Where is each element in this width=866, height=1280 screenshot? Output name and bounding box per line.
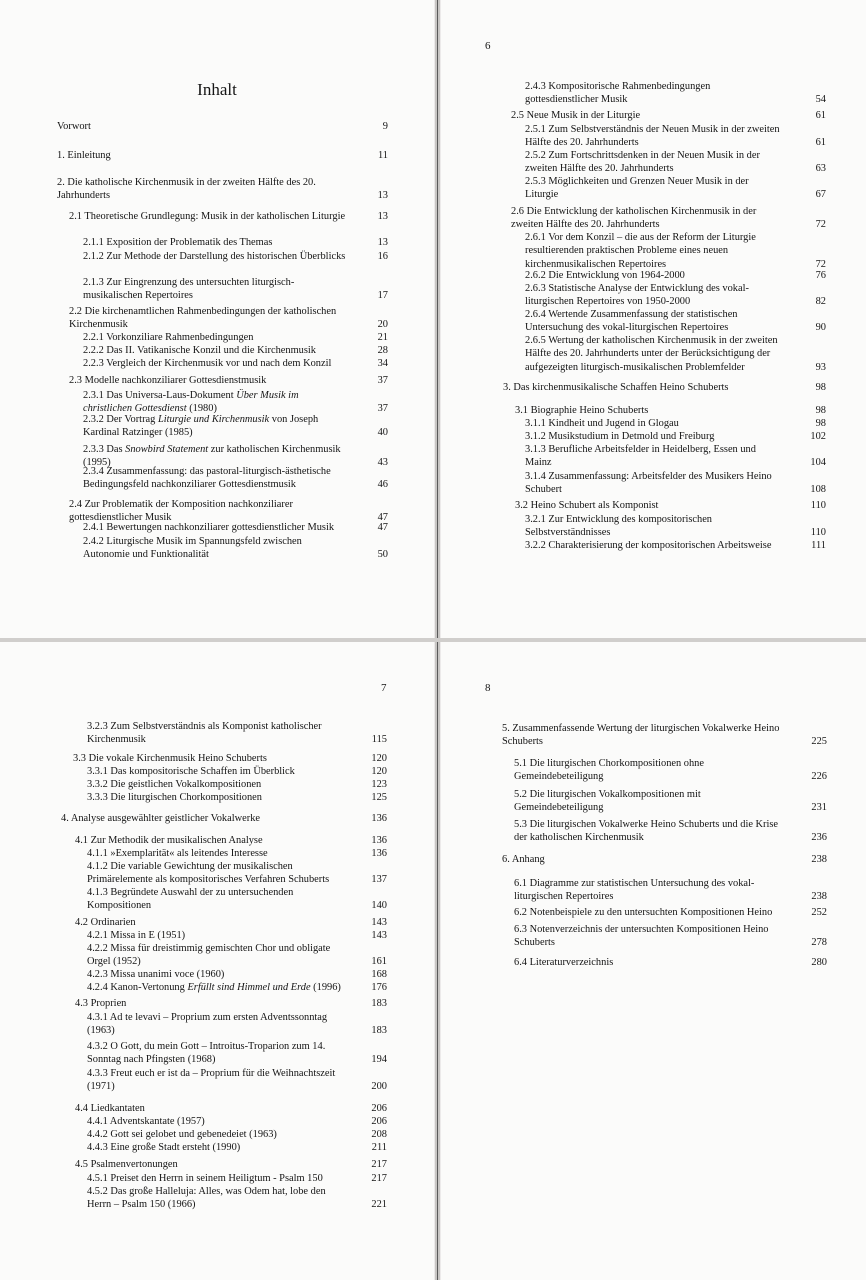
toc-entry-title: 2.3.1 Das Universa-Laus-Dokument Über Musik im christlichen Gottesdienst (1980) — [83, 390, 299, 415]
toc-entry — [525, 513, 826, 540]
toc-entry-title: 2.3.4 Zusammenfassung: das pastoral-liturgisch-ästhetische Bedingungsfeld nachkonziliarer Gottesdienstmusik — [83, 466, 331, 491]
toc-entry-page: 120 — [371, 753, 387, 764]
toc-entry — [503, 381, 826, 394]
toc-entry — [75, 834, 387, 847]
toc-entry — [83, 276, 388, 303]
toc-entry-title: 4.3.2 O Gott, du mein Gott – Introitus-Troparion zum 14. Sonntag nach Pfingsten (1968) — [87, 1041, 326, 1066]
toc-entry-title: 3.3.2 Die geistlichen Vokalkompositionen — [87, 779, 262, 790]
toc-entry-page: 225 — [811, 736, 827, 748]
toc-entry — [73, 752, 387, 765]
toc-entry-page: 231 — [811, 802, 827, 814]
toc-entry — [83, 344, 388, 357]
toc-entry-page: 104 — [810, 457, 826, 469]
toc-entry-title: 6.3 Notenverzeichnis der untersuchten Kompositionen Heino Schuberts — [514, 924, 769, 949]
toc-entry — [525, 417, 826, 430]
page-number: 7 — [381, 682, 387, 694]
toc-entry-page: 176 — [371, 982, 387, 993]
toc-entry-title: 6.2 Notenbeispiele zu den untersuchten Kompositionen Heino — [514, 907, 773, 918]
toc-entry-title: 2.6.4 Wertende Zusammenfassung der statistischen Untersuchung des vokal-liturgischen Repertoires — [525, 309, 738, 334]
toc-entry-page: 125 — [371, 792, 387, 803]
toc-entry-title: 2.4.1 Bewertungen nachkonziliarer gottesdienstlicher Musik — [83, 522, 335, 533]
toc-entry — [511, 205, 826, 232]
toc-entry-page: 20 — [377, 319, 388, 331]
toc-entry-page: 208 — [371, 1129, 387, 1140]
toc-entry — [514, 956, 827, 969]
toc-entry-page: 123 — [371, 779, 387, 790]
toc-entry-page: 43 — [377, 457, 388, 469]
toc-entry — [525, 282, 826, 309]
toc-entry-title: 3.2.1 Zur Entwicklung des kompositorischen Selbstverständnisses — [525, 514, 713, 539]
toc-entry-title: 3.2.3 Zum Selbstverständnis als Komponist katholischer Kirchenmusik — [87, 721, 322, 746]
page-5 — [0, 0, 434, 638]
toc-entry-page: 137 — [371, 874, 387, 886]
toc-entry — [87, 929, 387, 942]
toc-entry-page: 238 — [811, 891, 827, 903]
toc-entry — [83, 521, 388, 534]
toc-entry-title: 3.3.1 Das kompositorische Schaffen im Überblick — [87, 766, 295, 777]
toc-entry-title: 4. Analyse ausgewählter geistlicher Vokalwerke — [61, 813, 260, 824]
toc-entry-page: 280 — [811, 957, 827, 968]
toc-entry-page: 90 — [815, 322, 826, 334]
toc-entry-page: 108 — [810, 484, 826, 496]
toc-entry-title: 3.1.1 Kindheit und Jugend in Glogau — [525, 418, 679, 429]
toc-entry-title: 4.1.3 Begründete Auswahl der zu untersuchenden Kompositionen — [87, 887, 294, 912]
toc-entry-page: 111 — [811, 540, 826, 551]
toc-entry — [87, 1185, 387, 1212]
toc-entry-title: 2.2.2 Das II. Vatikanische Konzil und die Kirchenmusik — [83, 345, 316, 356]
toc-entry-title: 3.2 Heino Schubert als Komponist — [515, 500, 659, 511]
page-7 — [0, 642, 434, 1280]
toc-entry — [75, 1102, 387, 1115]
page-8 — [441, 642, 866, 1280]
toc-entry-page: 200 — [371, 1081, 387, 1093]
page-6 — [441, 0, 866, 638]
toc-entry-title: 5.2 Die liturgischen Vokalkompositionen mit Gemeindebeteiligung — [514, 789, 701, 814]
toc-entry-page: 183 — [371, 1025, 387, 1037]
toc-entry — [69, 210, 388, 223]
toc-entry — [83, 413, 388, 440]
toc-entry-page: 98 — [815, 418, 826, 429]
toc-entry — [87, 1141, 387, 1154]
toc-entry-page: 140 — [371, 900, 387, 912]
toc-entry — [83, 535, 388, 562]
toc-entry-title: 5.1 Die liturgischen Chorkompositionen ohne Gemeindebeteiligung — [514, 758, 704, 783]
toc-entry — [83, 357, 388, 370]
toc-entry — [83, 331, 388, 344]
toc-entry — [515, 499, 826, 512]
toc-entry — [87, 860, 387, 887]
toc-entry — [525, 539, 826, 552]
toc-entry-page: 120 — [371, 766, 387, 777]
toc-entry-page: 61 — [815, 110, 826, 121]
toc-entry-page: 115 — [371, 734, 387, 746]
toc-entry-page: 252 — [811, 907, 827, 918]
toc-entry-page: 13 — [377, 190, 388, 202]
toc-entry-page: 136 — [371, 835, 387, 846]
toc-entry-title: 5.3 Die liturgischen Vokalwerke Heino Schuberts und die Krise der katholischen Kirchenmusik — [514, 819, 779, 844]
toc-entry-page: 136 — [371, 848, 387, 859]
toc-entry-page: 217 — [371, 1159, 387, 1170]
toc-entry — [525, 175, 826, 202]
toc-entry-page: 226 — [811, 771, 827, 783]
toc-entry — [515, 404, 826, 417]
toc-entry-page: 143 — [371, 930, 387, 941]
toc-entry — [87, 765, 387, 778]
toc-entry-title: 2.6 Die Entwicklung der katholischen Kirchenmusik in der zweiten Hälfte des 20. Jahrhunderts — [511, 206, 757, 231]
toc-entry — [87, 968, 387, 981]
toc-entry-page: 21 — [377, 332, 388, 343]
toc-entry-title: 4.4.1 Adventskantate (1957) — [87, 1116, 205, 1127]
toc-entry — [511, 109, 826, 122]
toc-entry-title: 2.1.3 Zur Eingrenzung des untersuchten liturgisch-musikalischen Repertoires — [83, 277, 295, 302]
toc-entry — [87, 1115, 387, 1128]
toc-entry-title: 4.5.1 Preiset den Herrn in seinem Heiligtum - Psalm 150 — [87, 1173, 323, 1184]
toc-entry — [87, 1067, 387, 1094]
toc-entry-page: 211 — [371, 1142, 387, 1153]
toc-entry-page: 72 — [815, 219, 826, 231]
toc-entry-page: 11 — [377, 150, 388, 161]
toc-entry-title: 4.1 Zur Methodik der musikalischen Analyse — [75, 835, 263, 846]
toc-entry-title: 3.1.3 Berufliche Arbeitsfelder in Heidelberg, Essen und Mainz — [525, 444, 756, 469]
toc-entry-page: 76 — [815, 270, 826, 281]
toc-entry-page: 143 — [371, 917, 387, 928]
toc-entry-page: 82 — [815, 296, 826, 308]
toc-entry-title: 4.3 Proprien — [75, 998, 127, 1009]
toc-entry-page: 206 — [371, 1116, 387, 1127]
toc-entry — [83, 389, 388, 416]
toc-entry — [83, 250, 388, 263]
toc-entry-page: 236 — [811, 832, 827, 844]
toc-entry — [57, 149, 388, 162]
toc-entry — [502, 853, 827, 866]
toc-entry — [502, 722, 827, 749]
toc-entry — [514, 757, 827, 784]
toc-entry — [525, 269, 826, 282]
toc-entry-title: 2.4.2 Liturgische Musik im Spannungsfeld zwischen Autonomie und Funktionalität — [83, 536, 302, 561]
toc-entry-page: 63 — [815, 163, 826, 175]
toc-entry — [525, 149, 826, 176]
toc-entry-title: 4.3.1 Ad te levavi – Proprium zum ersten Adventssonntag (1963) — [87, 1012, 328, 1037]
toc-entry-title: 2.5.3 Möglichkeiten und Grenzen Neuer Musik in der Liturgie — [525, 176, 749, 201]
toc-entry-page: 34 — [377, 358, 388, 369]
toc-entry-italic-title: Liturgie und Kirchenmusik — [157, 414, 270, 425]
toc-entry — [514, 906, 827, 919]
toc-entry-page: 28 — [377, 345, 388, 356]
toc-entry-title: 3.1.4 Zusammenfassung: Arbeitsfelder des Musikers Heino Schubert — [525, 471, 772, 496]
toc-entry-title: 5. Zusammenfassende Wertung der liturgischen Vokalwerke Heino Schuberts — [502, 723, 780, 748]
toc-entry-italic-title: Erfüllt sind Himmel und Erde — [187, 982, 311, 993]
toc-entry-page: 72 — [815, 258, 826, 270]
toc-entry-title: 6. Anhang — [502, 854, 545, 865]
toc-entry-title: 2.6.1 Vor dem Konzil – die aus der Reform der Liturgie resultierenden praktischen Probleme eines neuen kirchenmusikalischen Repertoires — [525, 232, 756, 270]
toc-entry-title: 4.2 Ordinarien — [75, 917, 136, 928]
toc-entry — [87, 847, 387, 860]
toc-entry — [87, 1011, 387, 1038]
toc-entry-title: 4.3.3 Freut euch er ist da – Proprium für die Weihnachtszeit (1971) — [87, 1068, 336, 1093]
toc-entry-page: 16 — [377, 251, 388, 262]
toc-entry-title: 4.4 Liedkantaten — [75, 1103, 145, 1114]
toc-entry-title: 2.1.2 Zur Methode der Darstellung des historischen Überblicks — [83, 251, 346, 262]
toc-entry-title: 2.5.2 Zum Fortschrittsdenken in der Neuen Musik in der zweiten Hälfte des 20. Jahrhunderts — [525, 150, 760, 175]
toc-entry — [61, 812, 387, 825]
toc-entry — [87, 981, 387, 994]
toc-entry-title: 4.2.1 Missa in E (1951) — [87, 930, 186, 941]
toc-entry-page: 102 — [810, 431, 826, 442]
toc-entry-title: 4.2.3 Missa unanimi voce (1960) — [87, 969, 225, 980]
toc-entry — [525, 443, 826, 470]
toc-entry — [87, 720, 387, 747]
toc-entry-title: 4.5.2 Das große Halleluja: Alles, was Odem hat, lobe den Herrn – Psalm 150 (1966) — [87, 1186, 326, 1211]
toc-entry-title: Vorwort — [57, 121, 91, 132]
toc-entry — [69, 305, 388, 332]
toc-entry-page: 183 — [371, 998, 387, 1009]
toc-entry-page: 98 — [815, 405, 826, 416]
toc-entry-title: 3.1.2 Musikstudium in Detmold und Freiburg — [525, 431, 715, 442]
toc-entry-page: 217 — [371, 1173, 387, 1184]
toc-entry-page: 17 — [377, 290, 388, 302]
toc-entry — [75, 916, 387, 929]
toc-entry-page: 37 — [377, 403, 388, 415]
page-number: 8 — [485, 682, 491, 694]
toc-entry — [57, 120, 388, 133]
toc-entry — [87, 1128, 387, 1141]
toc-entry — [525, 80, 826, 107]
toc-entry — [69, 374, 388, 387]
toc-entry — [525, 430, 826, 443]
toc-entry-title: 2.3.2 Der Vortrag Liturgie und Kirchenmusik von Joseph Kardinal Ratzinger (1985) — [83, 414, 319, 439]
page-gutter-horizontal — [0, 638, 866, 642]
toc-entry-title: 2.6.5 Wertung der katholischen Kirchenmusik in der zweiten Hälfte des 20. Jahrhunderts unter der Berücksichtigung der aufgezeigten liturgisch-musikalischen Problemfelder — [525, 335, 778, 373]
toc-entry-title: 3.3 Die vokale Kirchenmusik Heino Schuberts — [73, 753, 267, 764]
toc-entry-title: 2.3 Modelle nachkonziliarer Gottesdienstmusik — [69, 375, 267, 386]
toc-entry-page: 110 — [810, 527, 826, 539]
toc-entry-page: 136 — [371, 813, 387, 824]
toc-entry — [83, 236, 388, 249]
toc-entry-page: 67 — [815, 189, 826, 201]
toc-entry — [514, 877, 827, 904]
toc-entry-title: 3.3.3 Die liturgischen Chorkompositionen — [87, 792, 262, 803]
toc-entry — [514, 788, 827, 815]
toc-entry-page: 206 — [371, 1103, 387, 1114]
toc-entry-page: 13 — [377, 237, 388, 248]
toc-entry-page: 37 — [377, 375, 388, 386]
toc-entry — [87, 1040, 387, 1067]
toc-entry-title: 4.1.1 »Exemplarität« als leitendes Interesse — [87, 848, 268, 859]
toc-entry-title: 2.2.3 Vergleich der Kirchenmusik vor und nach dem Konzil — [83, 358, 332, 369]
toc-entry-page: 9 — [382, 121, 388, 132]
toc-entry-title: 4.2.2 Missa für dreistimmig gemischten Chor und obligate Orgel (1952) — [87, 943, 331, 968]
toc-entry-page: 61 — [815, 137, 826, 149]
toc-entry-title: 2.4.3 Kompositorische Rahmenbedingungen gottesdienstlicher Musik — [525, 81, 711, 106]
toc-entry — [75, 997, 387, 1010]
toc-entry-page: 50 — [377, 549, 388, 561]
toc-entry-page: 194 — [371, 1054, 387, 1066]
page-title: Inhalt — [197, 80, 237, 99]
toc-entry-title: 2.6.3 Statistische Analyse der Entwicklung des vokal-liturgischen Repertoires von 1950-2000 — [525, 283, 749, 308]
toc-entry-title: 2.2.1 Vorkonziliare Rahmenbedingungen — [83, 332, 254, 343]
toc-entry-page: 278 — [811, 937, 827, 949]
toc-entry-title: 3.2.2 Charakterisierung der kompositorischen Arbeitsweise — [525, 540, 772, 551]
toc-entry-title: 4.4.2 Gott sei gelobet und gebenedeiet (1963) — [87, 1129, 277, 1140]
toc-entry — [514, 818, 827, 845]
toc-entry — [57, 176, 388, 203]
toc-entry-page: 47 — [377, 512, 388, 524]
toc-entry-page: 93 — [815, 361, 826, 373]
toc-entry — [514, 923, 827, 950]
toc-entry-page: 13 — [377, 211, 388, 222]
toc-entry — [83, 465, 388, 492]
toc-entry-page: 54 — [815, 94, 826, 106]
toc-entry-title: 2.2 Die kirchenamtlichen Rahmenbedingungen der katholischen Kirchenmusik — [69, 306, 337, 331]
toc-entry-title: 2.1.1 Exposition der Problematik des Themas — [83, 237, 273, 248]
toc-entry-page: 40 — [377, 427, 388, 439]
toc-entry — [525, 231, 826, 271]
toc-entry — [525, 470, 826, 497]
toc-entry-title: 4.1.2 Die variable Gewichtung der musikalischen Primärelemente als kompositorisches Verfahren Schuberts — [87, 861, 330, 886]
page-number: 6 — [485, 40, 491, 52]
toc-entry-title: 2.6.2 Die Entwicklung von 1964-2000 — [525, 270, 685, 281]
toc-entry-page: 98 — [815, 382, 826, 393]
toc-entry — [525, 334, 826, 374]
toc-entry — [87, 791, 387, 804]
toc-entry — [525, 308, 826, 335]
toc-entry — [525, 123, 826, 150]
toc-entry-title: 6.1 Diagramme zur statistischen Untersuchung des vokal-liturgischen Repertoires — [514, 878, 755, 903]
toc-entry-page: 238 — [811, 854, 827, 865]
toc-entry — [87, 942, 387, 969]
toc-entry-italic-title: Snowbird Statement — [125, 444, 209, 455]
toc-entry-title: 2.3.3 Das Snowbird Statement zur katholischen Kirchenmusik (1995) — [83, 444, 341, 469]
toc-entry-title: 2.5.1 Zum Selbstverständnis der Neuen Musik in der zweiten Hälfte des 20. Jahrhunderts — [525, 124, 780, 149]
toc-entry-title: 2.5 Neue Musik in der Liturgie — [511, 110, 641, 121]
toc-entry-italic-title: Über Musik im christlichen Gottesdienst — [83, 390, 299, 415]
toc-entry-page: 110 — [810, 500, 826, 511]
toc-entry-title: 4.2.4 Kanon-Vertonung Erfüllt sind Himmel und Erde (1996) — [87, 982, 341, 993]
toc-entry-page: 161 — [371, 956, 387, 968]
toc-entry-title: 4.5 Psalmenvertonungen — [75, 1159, 178, 1170]
toc-entry-title: 1. Einleitung — [57, 150, 111, 161]
toc-entry-page: 221 — [371, 1199, 387, 1211]
toc-entry-page: 47 — [377, 522, 388, 533]
toc-entry — [87, 1172, 387, 1185]
toc-entry-page: 168 — [371, 969, 387, 980]
toc-entry-title: 2. Die katholische Kirchenmusik in der zweiten Hälfte des 20. Jahrhunderts — [57, 177, 316, 202]
toc-entry-title: 4.4.3 Eine große Stadt ersteht (1990) — [87, 1142, 241, 1153]
toc-entry-title: 6.4 Literaturverzeichnis — [514, 957, 614, 968]
toc-entry — [87, 778, 387, 791]
toc-entry-title: 2.1 Theoretische Grundlegung: Musik in der katholischen Liturgie — [69, 211, 346, 222]
toc-entry-title: 3. Das kirchenmusikalische Schaffen Heino Schuberts — [503, 382, 729, 393]
toc-entry-title: 2.4 Zur Problematik der Komposition nachkonziliarer gottesdienstlicher Musik — [69, 499, 293, 524]
toc-entry-page: 46 — [377, 479, 388, 491]
toc-entry — [87, 886, 387, 913]
toc-entry — [75, 1158, 387, 1171]
toc-entry-title: 3.1 Biographie Heino Schuberts — [515, 405, 649, 416]
